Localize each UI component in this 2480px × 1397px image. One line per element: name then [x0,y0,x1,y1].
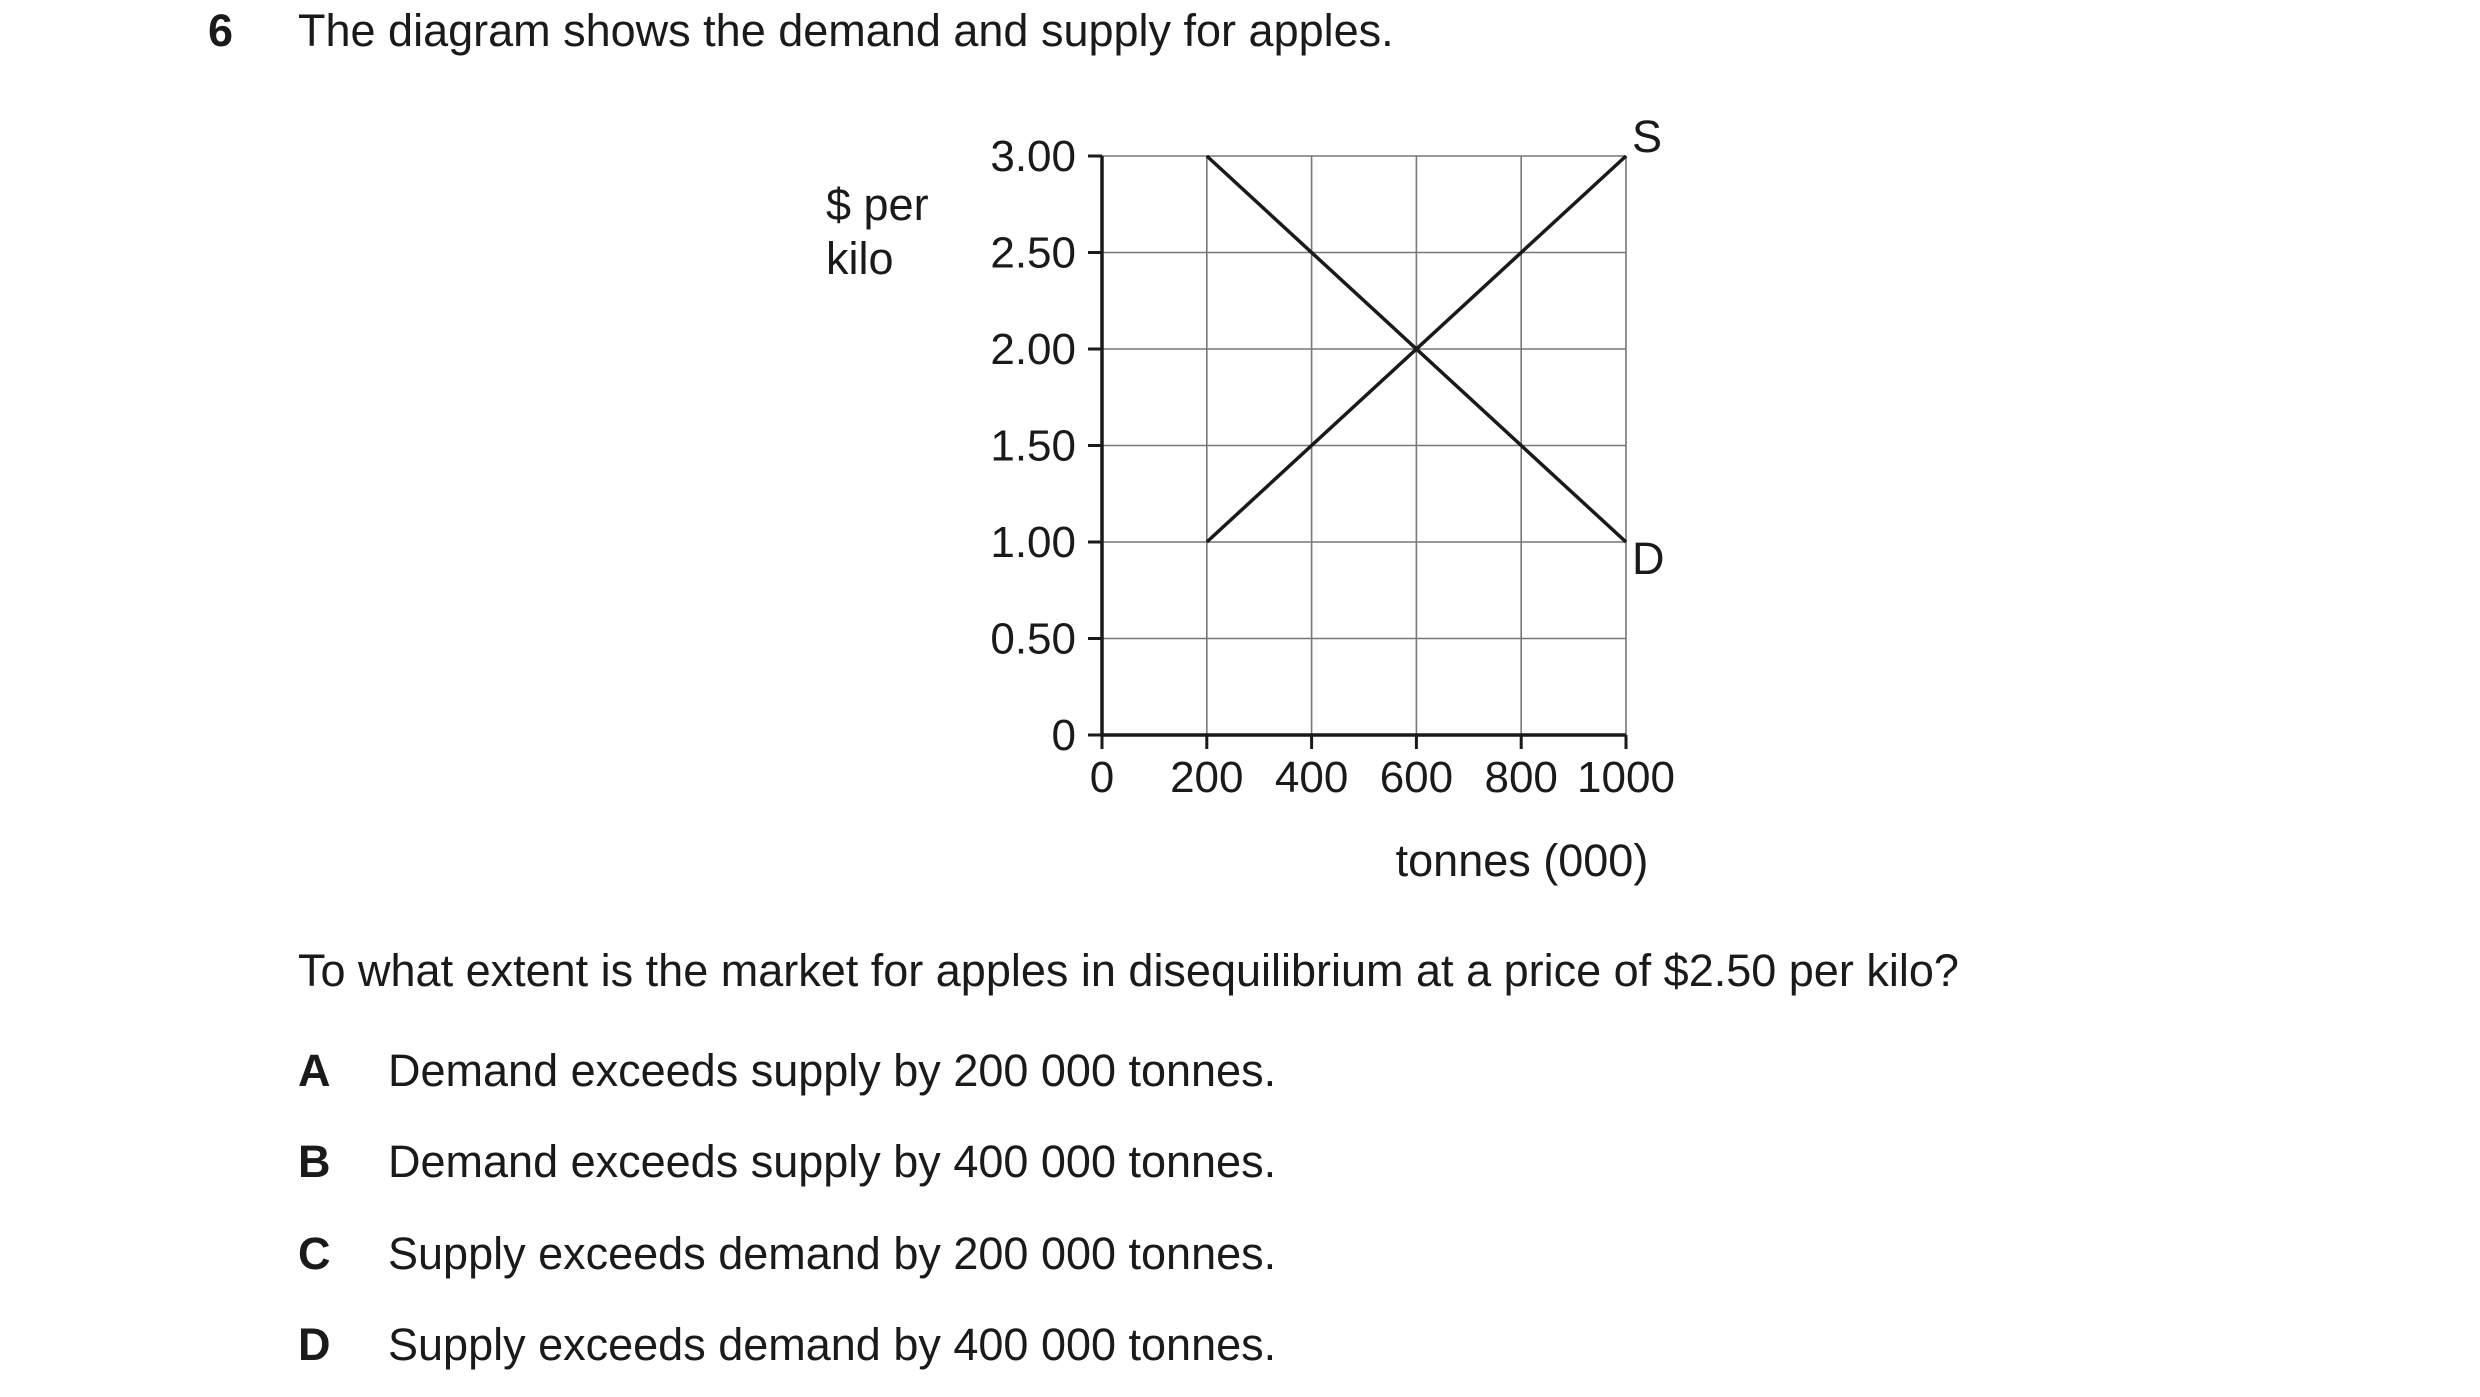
question-number: 6 [208,5,234,56]
option-d-letter: D [298,1319,331,1370]
option-a-letter: A [298,1045,331,1096]
y-tick-label: 0 [1051,711,1076,760]
x-axis-label: tonnes (000) [1395,835,1649,886]
x-tick-label: 600 [1379,753,1454,802]
chart-grid [1102,156,1626,735]
series-label-s: S [1632,111,1663,162]
option-b-text: Demand exceeds supply by 400 000 tonnes. [388,1136,1277,1187]
option-c-letter: C [298,1228,331,1279]
question-stem: The diagram shows the demand and supply for apples. [298,5,1394,56]
option-c-text: Supply exceeds demand by 200 000 tonnes. [388,1228,1277,1279]
y-tick-label: 0.50 [990,614,1076,664]
option-b-letter: B [298,1136,331,1187]
x-tick-label: 400 [1274,753,1349,802]
y-tick-label: 1.50 [990,421,1076,471]
question-prompt: To what extent is the market for apples in disequilibrium at a price of $2.50 per kilo? [298,945,1959,996]
x-tick-label: 200 [1170,753,1244,802]
y-tick-label: 1.00 [990,518,1076,567]
x-tick-label: 800 [1484,753,1558,802]
y-tick-label: 2.00 [990,325,1076,374]
series-label-d: D [1632,533,1665,584]
x-tick-label: 0 [1089,753,1115,802]
option-a-text: Demand exceeds supply by 200 000 tonnes. [388,1045,1277,1096]
option-d-text: Supply exceeds demand by 400 000 tonnes. [388,1319,1277,1370]
y-tick-label: 3.00 [990,132,1076,181]
y-axis-label-line-1: $ per [826,179,929,230]
x-tick-label: 1000 [1577,753,1675,802]
chart-labels [990,111,1675,886]
y-tick-label: 2.50 [990,228,1076,278]
chart-axes [1088,156,1626,749]
y-axis-label-line-2: kilo [826,233,894,284]
